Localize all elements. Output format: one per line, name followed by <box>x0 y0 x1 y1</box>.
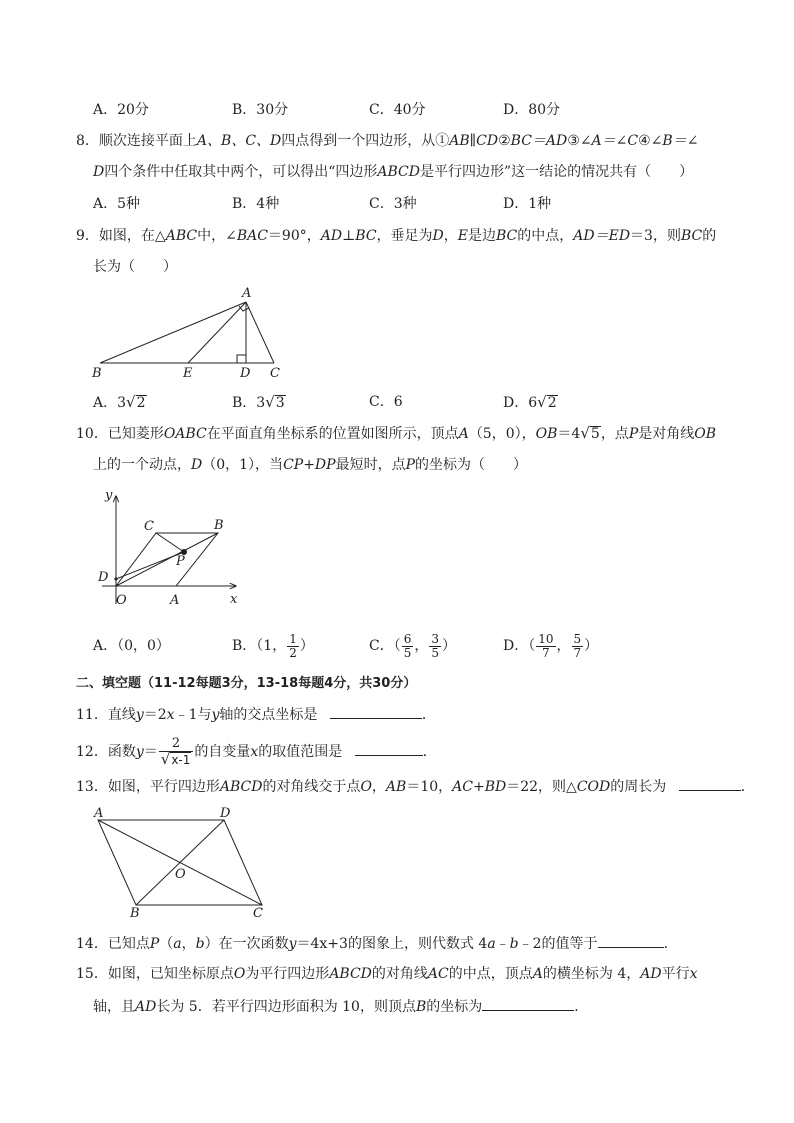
radicand: 5 <box>590 426 600 442</box>
text: 的对角线交于点 <box>262 779 361 795</box>
q11 <box>76 704 436 725</box>
sqrt-sign: √ <box>580 424 590 442</box>
text: ） <box>299 638 314 654</box>
label-x: x <box>230 592 238 607</box>
text: 是平行四边形”这一结论的情况共有（ ） <box>420 164 694 180</box>
sqrt-sign: √ <box>160 750 171 768</box>
fraction <box>287 633 299 660</box>
q8-line1 <box>76 131 698 151</box>
text: A、B、C、D <box>196 133 282 149</box>
text: 的 <box>702 228 717 244</box>
text: 如图，在△ <box>98 228 166 244</box>
q9-option-b <box>232 392 286 413</box>
q9-option-d <box>503 392 558 413</box>
question-number: 10． <box>76 426 108 442</box>
text: 已知点 <box>107 936 150 952</box>
text: y <box>288 936 297 952</box>
text: 已知菱形 <box>107 426 164 442</box>
text: ，垂足为 <box>376 228 433 244</box>
text: ， <box>181 936 196 952</box>
q8-option-d: D．1种 <box>503 196 552 212</box>
q10-option-b <box>232 630 314 662</box>
text: 如图，平行四边形 <box>107 779 220 795</box>
q15-line1 <box>76 964 697 984</box>
text: A <box>532 966 543 982</box>
q9-option-c: C．6 <box>369 394 403 410</box>
text: 直线 <box>107 707 136 723</box>
text: 长为 5．若平行四边形面积为 10，则顶点 <box>156 999 416 1015</box>
denominator: 7 <box>573 645 582 660</box>
q14 <box>76 933 678 954</box>
fraction <box>402 633 414 660</box>
text: y <box>135 744 144 760</box>
text: 为平行四边形 <box>245 966 330 982</box>
sqrt-sign: √ <box>126 393 136 411</box>
text: AD <box>640 966 662 982</box>
text: ， <box>556 638 571 654</box>
label-o: O <box>116 593 127 608</box>
text: a <box>173 936 182 952</box>
text: 的对角线 <box>371 966 428 982</box>
text: AD <box>135 999 157 1015</box>
answer-blank[interactable] <box>679 776 741 791</box>
text: B．3 <box>232 395 266 411</box>
text: D．（ <box>503 638 536 654</box>
text: O <box>360 779 372 795</box>
text: ，点 <box>600 426 629 442</box>
right-angle-mark-d <box>237 355 246 363</box>
text: （ <box>159 936 174 952</box>
text: 的中点， <box>517 228 574 244</box>
text: 的坐标为（ ） <box>415 457 527 473</box>
fraction <box>536 633 555 660</box>
text: ∠B＝∠ <box>650 133 699 149</box>
numerator: 2 <box>159 736 194 752</box>
text: ＝22，则△ <box>506 779 577 795</box>
label-o: O <box>175 867 186 882</box>
text: 函数 <box>107 744 136 760</box>
q8-option-c: C．3种 <box>369 196 417 212</box>
text: ＝2 <box>143 707 167 723</box>
q13 <box>76 776 755 797</box>
label-a: A <box>170 593 180 608</box>
question-number: 9． <box>76 228 99 244</box>
segment-cp <box>156 533 184 552</box>
text: ABCD <box>377 164 420 180</box>
sqrt-sign: √ <box>537 393 547 411</box>
parallelogram-figure <box>88 805 278 920</box>
q8-option-a: A．5种 <box>93 196 141 212</box>
label-d: D <box>240 366 251 380</box>
point-d <box>114 577 117 580</box>
text: AD⊥BC <box>320 228 377 244</box>
numerator: 5 <box>573 631 582 646</box>
label-b: B <box>92 366 102 380</box>
text: ＝90°， <box>267 228 321 244</box>
text: 是边 <box>468 228 496 244</box>
text: D．6 <box>503 395 538 411</box>
question-number: 12． <box>76 744 108 760</box>
rhombus-figure <box>90 486 250 611</box>
text: COD <box>576 779 611 795</box>
segment-ac <box>246 302 274 363</box>
fraction <box>572 633 584 660</box>
text: 的自变量 <box>194 744 251 760</box>
text: a <box>487 936 496 952</box>
text: OB <box>694 426 716 442</box>
segment-dp <box>116 552 184 579</box>
denominator <box>159 752 194 768</box>
label-b: B <box>214 518 224 533</box>
text: B <box>415 999 427 1015</box>
text: BC <box>496 228 518 244</box>
text: ABCD <box>329 966 372 982</box>
q10-option-a: A．（0，0） <box>93 638 170 654</box>
text: A．3 <box>93 395 127 411</box>
text: y <box>211 707 220 723</box>
text: P <box>628 426 639 442</box>
q9-line2: 长为（ ） <box>93 259 177 275</box>
text: OABC <box>163 426 207 442</box>
text: D <box>93 164 105 180</box>
q8-line2 <box>93 162 693 182</box>
text: D <box>432 228 444 244</box>
text: C．（ <box>369 638 401 654</box>
radicand: 2 <box>136 395 146 411</box>
text: x <box>166 707 175 723</box>
q7-option-a: A．20分 <box>93 102 149 118</box>
label-c: C <box>144 519 154 534</box>
denominator: 5 <box>403 645 412 660</box>
label-c: C <box>270 366 280 380</box>
text: 的周长为 <box>610 779 667 795</box>
text: ＝10， <box>406 779 453 795</box>
question-number: 13． <box>76 779 108 795</box>
q10-line1 <box>76 423 716 444</box>
label-c: C <box>253 906 263 920</box>
q10-option-d <box>503 630 598 662</box>
text: y <box>135 707 144 723</box>
text: 的取值范围是 <box>258 744 343 760</box>
q7-option-d: D．80分 <box>503 102 561 118</box>
text: ABCD <box>219 779 263 795</box>
diagonal-bd <box>136 820 224 905</box>
text: 的坐标为 <box>426 999 483 1015</box>
text: ABC <box>165 228 198 244</box>
text: ② <box>498 133 511 149</box>
text: 的中点，顶点 <box>448 966 533 982</box>
text: D <box>191 457 203 473</box>
text: AC+BD <box>452 779 507 795</box>
question-number: 14． <box>76 936 108 952</box>
q7-option-c: C．40分 <box>369 102 426 118</box>
q10-option-c <box>369 630 456 662</box>
text: ﹣ <box>495 936 510 952</box>
text: O <box>233 966 246 982</box>
text: P <box>405 457 415 473</box>
segment-ae <box>188 302 246 363</box>
text: ＝4x+3的图象上，则代数式 4 <box>296 936 488 952</box>
text: （5，0）， <box>468 426 536 442</box>
text: E <box>457 228 468 244</box>
text: A <box>458 426 469 442</box>
text: 轴，且 <box>93 999 135 1015</box>
fraction <box>429 633 441 660</box>
radicand: 2 <box>547 395 557 411</box>
text: 四个条件中任取其中两个，可以得出“四边形 <box>104 164 378 180</box>
q7-option-b: B．30分 <box>232 102 289 118</box>
question-number: 8． <box>76 133 99 149</box>
text: ﹣1与 <box>174 707 212 723</box>
text: ）在一次函数 <box>204 936 289 952</box>
text: x <box>689 966 698 982</box>
q10-line2 <box>93 455 527 475</box>
text: 是对角线 <box>638 426 695 442</box>
text: CP+DP <box>283 457 336 473</box>
text: 顺次连接平面上 <box>98 133 197 149</box>
answer-blank[interactable] <box>355 741 423 756</box>
answer-blank[interactable] <box>598 933 664 948</box>
q8-option-b: B．4种 <box>232 196 280 212</box>
triangle-figure <box>88 285 288 380</box>
denominator: 2 <box>289 645 297 660</box>
text: （0，1），当 <box>202 457 284 473</box>
text: AC <box>427 966 449 982</box>
text: ， <box>414 638 429 654</box>
label-a: A <box>242 286 252 301</box>
numerator: 1 <box>289 631 297 646</box>
text: ＝3，则 <box>630 228 681 244</box>
section-heading: 二、填空题（11-12每题3分，13-18每题4分，共30分） <box>76 676 417 691</box>
right-angle-mark-a <box>239 306 249 311</box>
text: 如图，已知坐标原点 <box>107 966 234 982</box>
label-p: P <box>176 554 185 569</box>
text: b <box>509 936 519 952</box>
answer-blank[interactable] <box>330 704 422 719</box>
q9-option-a <box>93 392 147 413</box>
text: ． <box>740 779 755 795</box>
text: P <box>149 936 160 952</box>
text: 轴的交点坐标是 <box>219 707 318 723</box>
numerator: 3 <box>431 631 439 646</box>
text: AB∥CD <box>449 133 499 149</box>
sqrt-sign: √ <box>265 393 275 411</box>
text: BC＝AD <box>510 133 568 149</box>
radicand: 3 <box>275 395 285 411</box>
text: 上的一个动点， <box>93 457 191 473</box>
denominator: 5 <box>431 645 439 660</box>
question-number: 11． <box>76 707 108 723</box>
label-a: A <box>94 806 104 821</box>
text: AB <box>385 779 407 795</box>
denominator: 7 <box>542 645 550 660</box>
text: 四点得到一个四边形，从① <box>281 133 450 149</box>
text: x <box>250 744 259 760</box>
numerator: 10 <box>538 631 554 646</box>
text: ． <box>574 999 589 1015</box>
text: ） <box>442 638 456 654</box>
text: OB <box>535 426 558 442</box>
text: B．（1， <box>232 638 287 654</box>
answer-blank[interactable] <box>482 996 574 1011</box>
text: ④ <box>638 133 651 149</box>
q12 <box>76 734 437 770</box>
text: AD＝ED <box>573 228 631 244</box>
text: ． <box>421 707 436 723</box>
text: b <box>195 936 205 952</box>
q15-line2 <box>93 996 588 1017</box>
label-d: D <box>220 806 231 821</box>
text: ③ <box>567 133 580 149</box>
text: ＝ <box>143 744 158 760</box>
label-e: E <box>183 366 193 380</box>
text: ﹣2的值等于 <box>518 936 598 952</box>
text: ＝4 <box>557 426 581 442</box>
text: 的横坐标为 4， <box>542 966 641 982</box>
question-number: 15． <box>76 966 108 982</box>
text: ） <box>584 638 599 654</box>
label-d: D <box>98 570 109 585</box>
text: 最短时，点 <box>335 457 406 473</box>
text: ∠A＝∠C <box>579 133 639 149</box>
text: ， <box>371 779 386 795</box>
text: 中，∠ <box>197 228 237 244</box>
numerator: 6 <box>403 631 412 646</box>
fraction <box>159 736 194 768</box>
text: ． <box>663 936 678 952</box>
text: BC <box>680 228 703 244</box>
radicand: x-1 <box>171 753 191 767</box>
text: BAC <box>236 228 268 244</box>
label-y: y <box>105 488 113 503</box>
text: ， <box>443 228 458 244</box>
text: 平行 <box>661 966 690 982</box>
segment-ab <box>100 302 246 363</box>
text: ． <box>422 744 437 760</box>
text: 在平面直角坐标系的位置如图所示，顶点 <box>206 426 459 442</box>
q9-line1 <box>76 226 716 246</box>
label-b: B <box>130 906 140 920</box>
